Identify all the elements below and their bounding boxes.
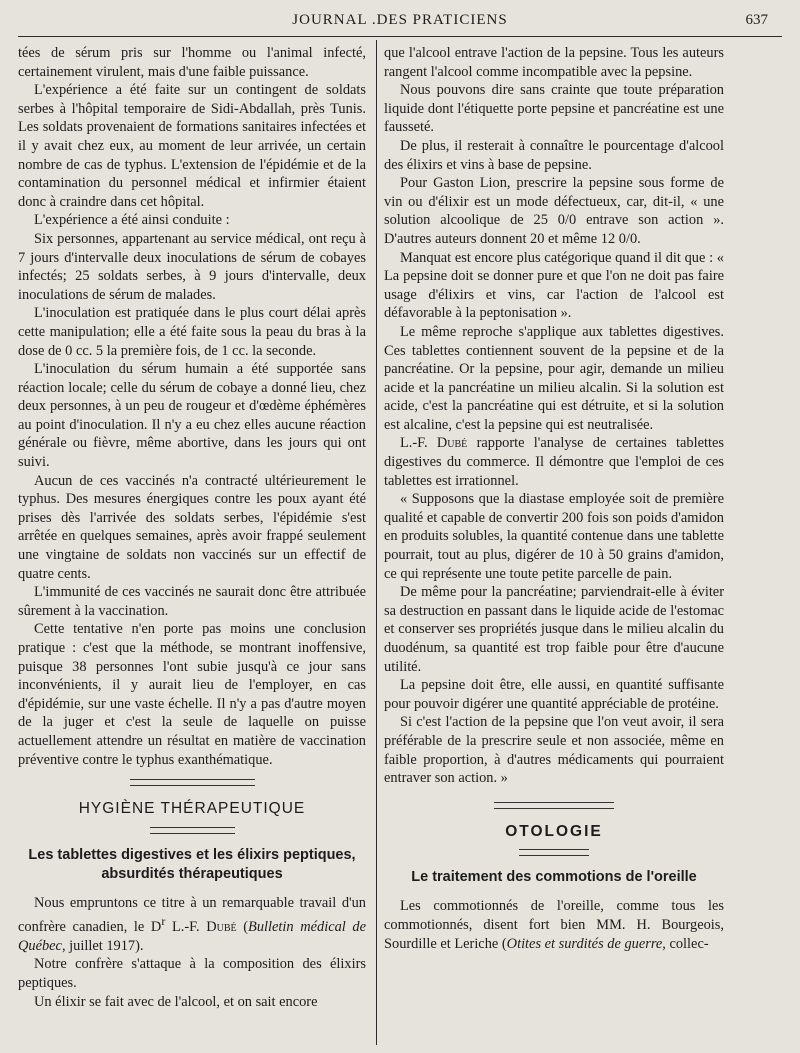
text-run: Nous empruntons ce titre à un remarquable travail d'un confrère canadien, le D: [18, 894, 366, 936]
article-title: Le traitement des commotions de l'oreille: [411, 869, 697, 886]
column-divider: [376, 40, 377, 1045]
paragraph: Notre confrère s'attaque à la composition des élixirs peptiques.: [18, 956, 366, 991]
text-run: , juillet 1917).: [61, 937, 144, 954]
author-name: L.-F. Dubé: [400, 435, 468, 452]
paragraph: [384, 434, 724, 490]
paragraph: La pepsine doit être, elle aussi, en quantité suffisante pour pouvoir digérer une quantité appréciable de protéine.: [384, 677, 724, 712]
section-ornament-rule: [519, 849, 589, 856]
section-ornament-rule: [150, 827, 235, 834]
article-title: Les tablettes digestives et les élixirs peptiques, absurdités thérapeutiques: [28, 846, 356, 882]
paragraph: [384, 897, 724, 953]
paragraph: Nous pouvons dire sans crainte que toute préparation liquide dont l'étiquette porte pepsine et pancréatine est une fausseté.: [384, 82, 724, 136]
paragraph: L'expérience a été ainsi conduite :: [34, 212, 230, 229]
paragraph: « Supposons que la diastase employée soit de première qualité et capable de convertir 200 fois son poids d'amidon en produits solubles, la quantité contenue dans une tablette pourrait, tout au plus, digérer de 10 à 50 grains d'amidon, ce qui représente une toute petite parcelle de pain.: [384, 491, 724, 582]
paragraph: Aucun de ces vaccinés n'a contracté ultérieurement le typhus. Des mesures énergiques contre les poux ayant été prises dès l'arrivée des soldats serbes, l'épidémie s'est arrêtée en quelques semaines, après avoir frappé seulement une vingtaine de soldats non vaccinés sur un effectif de quatre cents.: [18, 472, 366, 582]
paragraph: Manquat est encore plus catégorique quand il dit que : « La pepsine doit se donner pure et que l'on ne doit pas faire usage d'élixirs et vins, car l'action de l'alcool est défavorable à la peptonisation ».: [384, 249, 724, 322]
text-run: , collec-: [662, 935, 709, 952]
paragraph: Six personnes, appartenant au service médical, ont reçu à 7 jours d'intervalle deux inoculations de sérum de cobayes infectés; 25 soldats serbes, à 9 jours d'intervalle, deux inoculations de sérum de malades.: [18, 230, 366, 303]
paragraph: L'expérience a été faite sur un contingent de soldats serbes à l'hôpital temporaire de Sidi-Abdallah, près Tunis. Les soldats provenaient de formations sanitaires infectées et il y avait chez eux, au moment de leur arrivée, un certain nombre de cas de typhus. L'extension de l'épidémie et de la contamination du personnel médical et infirmier étaient donc à craindre dans cet hôpital.: [18, 82, 366, 210]
source-title: Otites et surdités de guerre: [506, 935, 663, 952]
superscript: r: [161, 914, 166, 929]
paragraph: que l'alcool entrave l'action de la pepsine. Tous les auteurs rangent l'alcool comme incompatible avec la pepsine.: [384, 45, 724, 80]
paragraph: tées de sérum pris sur l'homme ou l'animal infecté, certainement virulent, mais d'une faible puissance.: [18, 45, 366, 80]
paragraph: Un élixir se fait avec de l'alcool, et on sait encore: [34, 993, 318, 1010]
text-run: Les commotionnés de l'oreille, comme tous les commotionnés, disent fort bien MM. H. Bourgeois, Sourdille et Leriche (: [384, 898, 724, 952]
section-ornament-rule: [494, 802, 614, 809]
left-column: [18, 44, 366, 1011]
running-header: [18, 6, 782, 37]
paragraph: L'inoculation est pratiquée dans le plus court délai après cette manipulation; elle a été faite sous la peau du bras à la dose de 0 cc. 5 la première fois, de 1 cc. la seconde.: [18, 305, 366, 359]
paragraph: L'immunité de ces vaccinés ne saurait donc être attribuée sûrement à la vaccination.: [18, 584, 366, 619]
paragraph: De même pour la pancréatine; parviendrait-elle à éviter sa destruction en passant dans le liquide acide de l'estomac et conserver ses propriétés jusque dans le milieu alcalin du duodénum, sa quantité est trop faible pour être d'aucune utilité.: [384, 584, 724, 675]
journal-title: JOURNAL .DES PRATICIENS: [292, 12, 508, 28]
right-column: [384, 44, 724, 953]
section-ornament-rule: [130, 779, 255, 786]
paragraph: Nous empruntons ce titre à un remarquable travail d'un confrère canadien, le $D^r$ L.-F. Dubé (Bulletin médical de Québec, juillet 1917).: [18, 894, 366, 954]
source-title: Bulletin médical de Québec: [18, 919, 366, 954]
section-title: OTOLOGIE: [505, 822, 603, 840]
paragraph: Si c'est l'action de la pepsine que l'on veut avoir, il sera préférable de la prescrire seule et non associée, même en faible proportion, à d'autres médicaments qui pourraient entraver son action. »: [384, 714, 724, 787]
section-title: HYGIÈNE THÉRAPEUTIQUE: [78, 800, 306, 818]
paragraph: L'inoculation du sérum humain a été supportée sans réaction locale; celle du sérum de cobaye a donné lieu, chez deux personnes, à un peu de rougeur et d'œdème éphémères au point d'inoculation. Il n'y a eu chez elles aucune réaction générale ou fièvre, même abortive, dans les jours qui ont suivi.: [18, 361, 366, 471]
paragraph: Pour Gaston Lion, prescrire la pepsine sous forme de vin ou d'élixir est un mode défectueux, car, dit-il, « une solution alcoolique de 25 0/0 entrave son action ». D'autres auteurs donnent 20 et même 12 0/0.: [384, 175, 724, 247]
page-number: 637: [745, 12, 768, 28]
paragraph: De plus, il resterait à connaître le pourcentage d'alcool des élixirs et vins à base de pepsine.: [384, 137, 724, 173]
paragraph: Le même reproche s'applique aux tablettes digestives. Ces tablettes contiennent souvent de la pepsine et de la pancréatine. Or la pepsine, pour agir, demande un milieu acide et la pancréatine un milieu alcalin. Si la solution est acide, c'est la pancréatine qui est détruite, et si la solution est alcaline, c'est la pepsine qui est neutralisée.: [384, 323, 724, 433]
paragraph: Cette tentative n'en porte pas moins une conclusion pratique : c'est que la méthode, se montrant inoffensive, puisque 38 personnes l'ont subie jusqu'à ce jour sans inconvénients, il y aurait lieu de l'employer, en cas d'épidémie, sur une vaste échelle. Il n'y a pas d'autre moyen de la juger et c'est la seule de laquelle on puisse actuellement attendre un résultat en matière de vaccination préventive contre le typhus exanthématique.: [18, 621, 366, 768]
text-run: rapporte l'analyse de certaines tablettes digestives du commerce. Il démontre que l'emploi de ces tablettes est irrationnel.: [384, 435, 724, 489]
author-name: L.-F. Dubé: [171, 919, 237, 936]
